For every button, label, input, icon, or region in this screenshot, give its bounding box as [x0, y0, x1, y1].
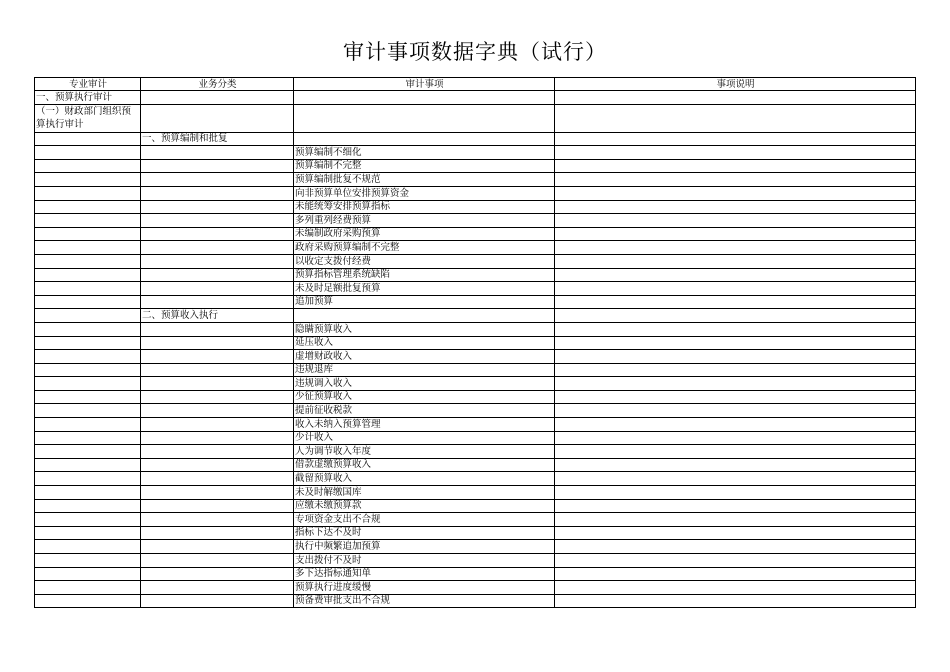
table-row	[35, 594, 916, 608]
table-row	[35, 227, 916, 241]
audit-item-cell: 以收定支拨付经费	[294, 254, 555, 268]
item-description-cell	[555, 159, 916, 173]
business-category-cell: 一、预算编制和批复	[141, 132, 294, 146]
table-row	[35, 350, 916, 364]
audit-item-cell: 少计收入	[294, 431, 555, 445]
audit-specialty-cell	[35, 268, 141, 282]
item-description-cell	[555, 431, 916, 445]
item-description-cell	[555, 282, 916, 296]
table-row	[35, 472, 916, 486]
audit-item-cell	[294, 104, 555, 132]
business-category-cell	[141, 581, 294, 595]
table-row	[35, 581, 916, 595]
audit-item-cell: 政府采购预算编制不完整	[294, 241, 555, 255]
data-dictionary-table	[34, 77, 916, 608]
item-description-cell	[555, 173, 916, 187]
table-header-row	[35, 78, 916, 91]
business-category-cell	[141, 350, 294, 364]
table-row	[35, 322, 916, 336]
audit-specialty-cell: （一）财政部门组织预算执行审计	[35, 104, 141, 132]
audit-specialty-cell	[35, 363, 141, 377]
audit-item-cell: 预备费审批支出不合规	[294, 594, 555, 608]
item-description-cell	[555, 404, 916, 418]
table-row	[35, 146, 916, 160]
table-row	[35, 254, 916, 268]
business-category-cell	[141, 499, 294, 513]
audit-item-cell: 虚增财政收入	[294, 350, 555, 364]
audit-specialty-cell	[35, 594, 141, 608]
business-category-cell	[141, 458, 294, 472]
table-row	[35, 486, 916, 500]
audit-specialty-cell	[35, 309, 141, 323]
audit-item-cell: 截留预算收入	[294, 472, 555, 486]
table-row	[35, 513, 916, 527]
item-description-cell	[555, 540, 916, 554]
audit-specialty-cell	[35, 227, 141, 241]
audit-item-cell: 预算指标管理系统缺陷	[294, 268, 555, 282]
audit-item-cell: 未及时解缴国库	[294, 486, 555, 500]
table-row	[35, 173, 916, 187]
item-description-cell	[555, 418, 916, 432]
audit-item-cell: 预算编制不细化	[294, 146, 555, 160]
audit-specialty-cell	[35, 159, 141, 173]
business-category-cell: 二、预算收入执行	[141, 309, 294, 323]
table-row	[35, 214, 916, 228]
business-category-cell	[141, 540, 294, 554]
audit-item-cell: 多下达指标通知单	[294, 567, 555, 581]
audit-item-cell: 未能统筹安排预算指标	[294, 200, 555, 214]
audit-specialty-cell	[35, 499, 141, 513]
table-row	[35, 363, 916, 377]
item-description-cell	[555, 186, 916, 200]
item-description-cell	[555, 91, 916, 105]
audit-item-cell	[294, 91, 555, 105]
business-category-cell	[141, 200, 294, 214]
business-category-cell	[141, 377, 294, 391]
audit-item-cell: 执行中频繁追加预算	[294, 540, 555, 554]
table-row	[35, 200, 916, 214]
audit-item-cell: 少征预算收入	[294, 390, 555, 404]
business-category-cell	[141, 513, 294, 527]
table-row	[35, 404, 916, 418]
business-category-cell	[141, 268, 294, 282]
business-category-cell	[141, 594, 294, 608]
audit-specialty-cell	[35, 554, 141, 568]
audit-item-cell: 提前征收税款	[294, 404, 555, 418]
audit-specialty-cell	[35, 404, 141, 418]
audit-item-cell: 违规调入收入	[294, 377, 555, 391]
table-row	[35, 336, 916, 350]
business-category-cell	[141, 173, 294, 187]
audit-specialty-cell	[35, 581, 141, 595]
business-category-cell	[141, 404, 294, 418]
audit-item-cell: 多列重列经费预算	[294, 214, 555, 228]
audit-item-cell: 预算编制不完整	[294, 159, 555, 173]
audit-item-cell: 延压收入	[294, 336, 555, 350]
item-description-cell	[555, 268, 916, 282]
audit-specialty-cell	[35, 418, 141, 432]
item-description-cell	[555, 567, 916, 581]
table-row	[35, 268, 916, 282]
audit-item-cell: 借款虚缴预算收入	[294, 458, 555, 472]
audit-specialty-cell	[35, 486, 141, 500]
audit-specialty-cell	[35, 377, 141, 391]
item-description-cell	[555, 132, 916, 146]
audit-specialty-cell	[35, 254, 141, 268]
item-description-cell	[555, 513, 916, 527]
audit-specialty-cell	[35, 513, 141, 527]
audit-item-cell	[294, 309, 555, 323]
audit-specialty-cell	[35, 431, 141, 445]
item-description-cell	[555, 554, 916, 568]
audit-item-cell: 违规退库	[294, 363, 555, 377]
business-category-cell	[141, 526, 294, 540]
table-row	[35, 377, 916, 391]
audit-specialty-cell	[35, 295, 141, 309]
item-description-cell	[555, 390, 916, 404]
audit-specialty-cell	[35, 132, 141, 146]
business-category-cell	[141, 159, 294, 173]
item-description-cell	[555, 254, 916, 268]
item-description-cell	[555, 526, 916, 540]
item-description-cell	[555, 486, 916, 500]
audit-specialty-cell	[35, 540, 141, 554]
audit-specialty-cell	[35, 445, 141, 459]
audit-item-cell: 专项资金支出不合规	[294, 513, 555, 527]
audit-specialty-cell	[35, 214, 141, 228]
business-category-cell	[141, 472, 294, 486]
item-description-cell	[555, 499, 916, 513]
table-row	[35, 431, 916, 445]
audit-specialty-cell	[35, 282, 141, 296]
business-category-cell	[141, 336, 294, 350]
audit-specialty-cell	[35, 146, 141, 160]
table-row	[35, 104, 916, 132]
audit-specialty-cell: 一、预算执行审计	[35, 91, 141, 105]
item-description-cell	[555, 295, 916, 309]
item-description-cell	[555, 472, 916, 486]
audit-specialty-cell	[35, 472, 141, 486]
audit-item-cell: 应缴未缴预算款	[294, 499, 555, 513]
business-category-cell	[141, 363, 294, 377]
table-row	[35, 309, 916, 323]
business-category-cell	[141, 390, 294, 404]
audit-specialty-cell	[35, 336, 141, 350]
audit-specialty-cell	[35, 322, 141, 336]
item-description-cell	[555, 322, 916, 336]
business-category-cell	[141, 431, 294, 445]
table-row	[35, 390, 916, 404]
audit-item-cell: 支出拨付不及时	[294, 554, 555, 568]
business-category-cell	[141, 227, 294, 241]
business-category-cell	[141, 282, 294, 296]
business-category-cell	[141, 186, 294, 200]
business-category-cell	[141, 445, 294, 459]
table-body	[35, 78, 916, 608]
audit-specialty-cell	[35, 567, 141, 581]
item-description-cell	[555, 146, 916, 160]
audit-item-cell: 预算执行进度缓慢	[294, 581, 555, 595]
table-row	[35, 554, 916, 568]
audit-specialty-cell	[35, 173, 141, 187]
column-header-audit-item: 审计事项	[294, 78, 555, 91]
column-header-audit-specialty: 专业审计	[35, 78, 141, 91]
audit-item-cell	[294, 132, 555, 146]
item-description-cell	[555, 594, 916, 608]
audit-specialty-cell	[35, 526, 141, 540]
audit-specialty-cell	[35, 458, 141, 472]
business-category-cell	[141, 554, 294, 568]
business-category-cell	[141, 241, 294, 255]
table-row	[35, 186, 916, 200]
audit-item-cell: 隐瞒预算收入	[294, 322, 555, 336]
column-header-item-description: 事项说明	[555, 78, 916, 91]
item-description-cell	[555, 214, 916, 228]
table-row	[35, 499, 916, 513]
table-row	[35, 295, 916, 309]
business-category-cell	[141, 214, 294, 228]
item-description-cell	[555, 336, 916, 350]
item-description-cell	[555, 350, 916, 364]
table-row	[35, 458, 916, 472]
business-category-cell	[141, 254, 294, 268]
item-description-cell	[555, 200, 916, 214]
table-row	[35, 540, 916, 554]
audit-item-cell: 向非预算单位安排预算资金	[294, 186, 555, 200]
audit-specialty-cell	[35, 350, 141, 364]
audit-item-cell: 人为调节收入年度	[294, 445, 555, 459]
audit-item-cell: 指标下达不及时	[294, 526, 555, 540]
table-row	[35, 91, 916, 105]
audit-item-cell: 未编制政府采购预算	[294, 227, 555, 241]
business-category-cell	[141, 146, 294, 160]
table-row	[35, 567, 916, 581]
item-description-cell	[555, 377, 916, 391]
column-header-business-category: 业务分类	[141, 78, 294, 91]
item-description-cell	[555, 581, 916, 595]
document-title: 审计事项数据字典（试行）	[343, 40, 607, 64]
business-category-cell	[141, 567, 294, 581]
audit-item-cell: 预算编制批复不规范	[294, 173, 555, 187]
audit-specialty-cell	[35, 390, 141, 404]
table-row	[35, 159, 916, 173]
business-category-cell	[141, 418, 294, 432]
item-description-cell	[555, 241, 916, 255]
item-description-cell	[555, 458, 916, 472]
business-category-cell	[141, 104, 294, 132]
business-category-cell	[141, 295, 294, 309]
table-row	[35, 282, 916, 296]
table-row	[35, 445, 916, 459]
item-description-cell	[555, 363, 916, 377]
audit-item-cell: 收入未纳入预算管理	[294, 418, 555, 432]
item-description-cell	[555, 445, 916, 459]
audit-item-cell: 追加预算	[294, 295, 555, 309]
table-row	[35, 132, 916, 146]
audit-specialty-cell	[35, 241, 141, 255]
business-category-cell	[141, 91, 294, 105]
business-category-cell	[141, 486, 294, 500]
table-row	[35, 241, 916, 255]
item-description-cell	[555, 227, 916, 241]
audit-specialty-cell	[35, 200, 141, 214]
table-row	[35, 418, 916, 432]
table-row	[35, 526, 916, 540]
business-category-cell	[141, 322, 294, 336]
audit-item-cell: 未及时足额批复预算	[294, 282, 555, 296]
item-description-cell	[555, 309, 916, 323]
item-description-cell	[555, 104, 916, 132]
audit-specialty-cell	[35, 186, 141, 200]
